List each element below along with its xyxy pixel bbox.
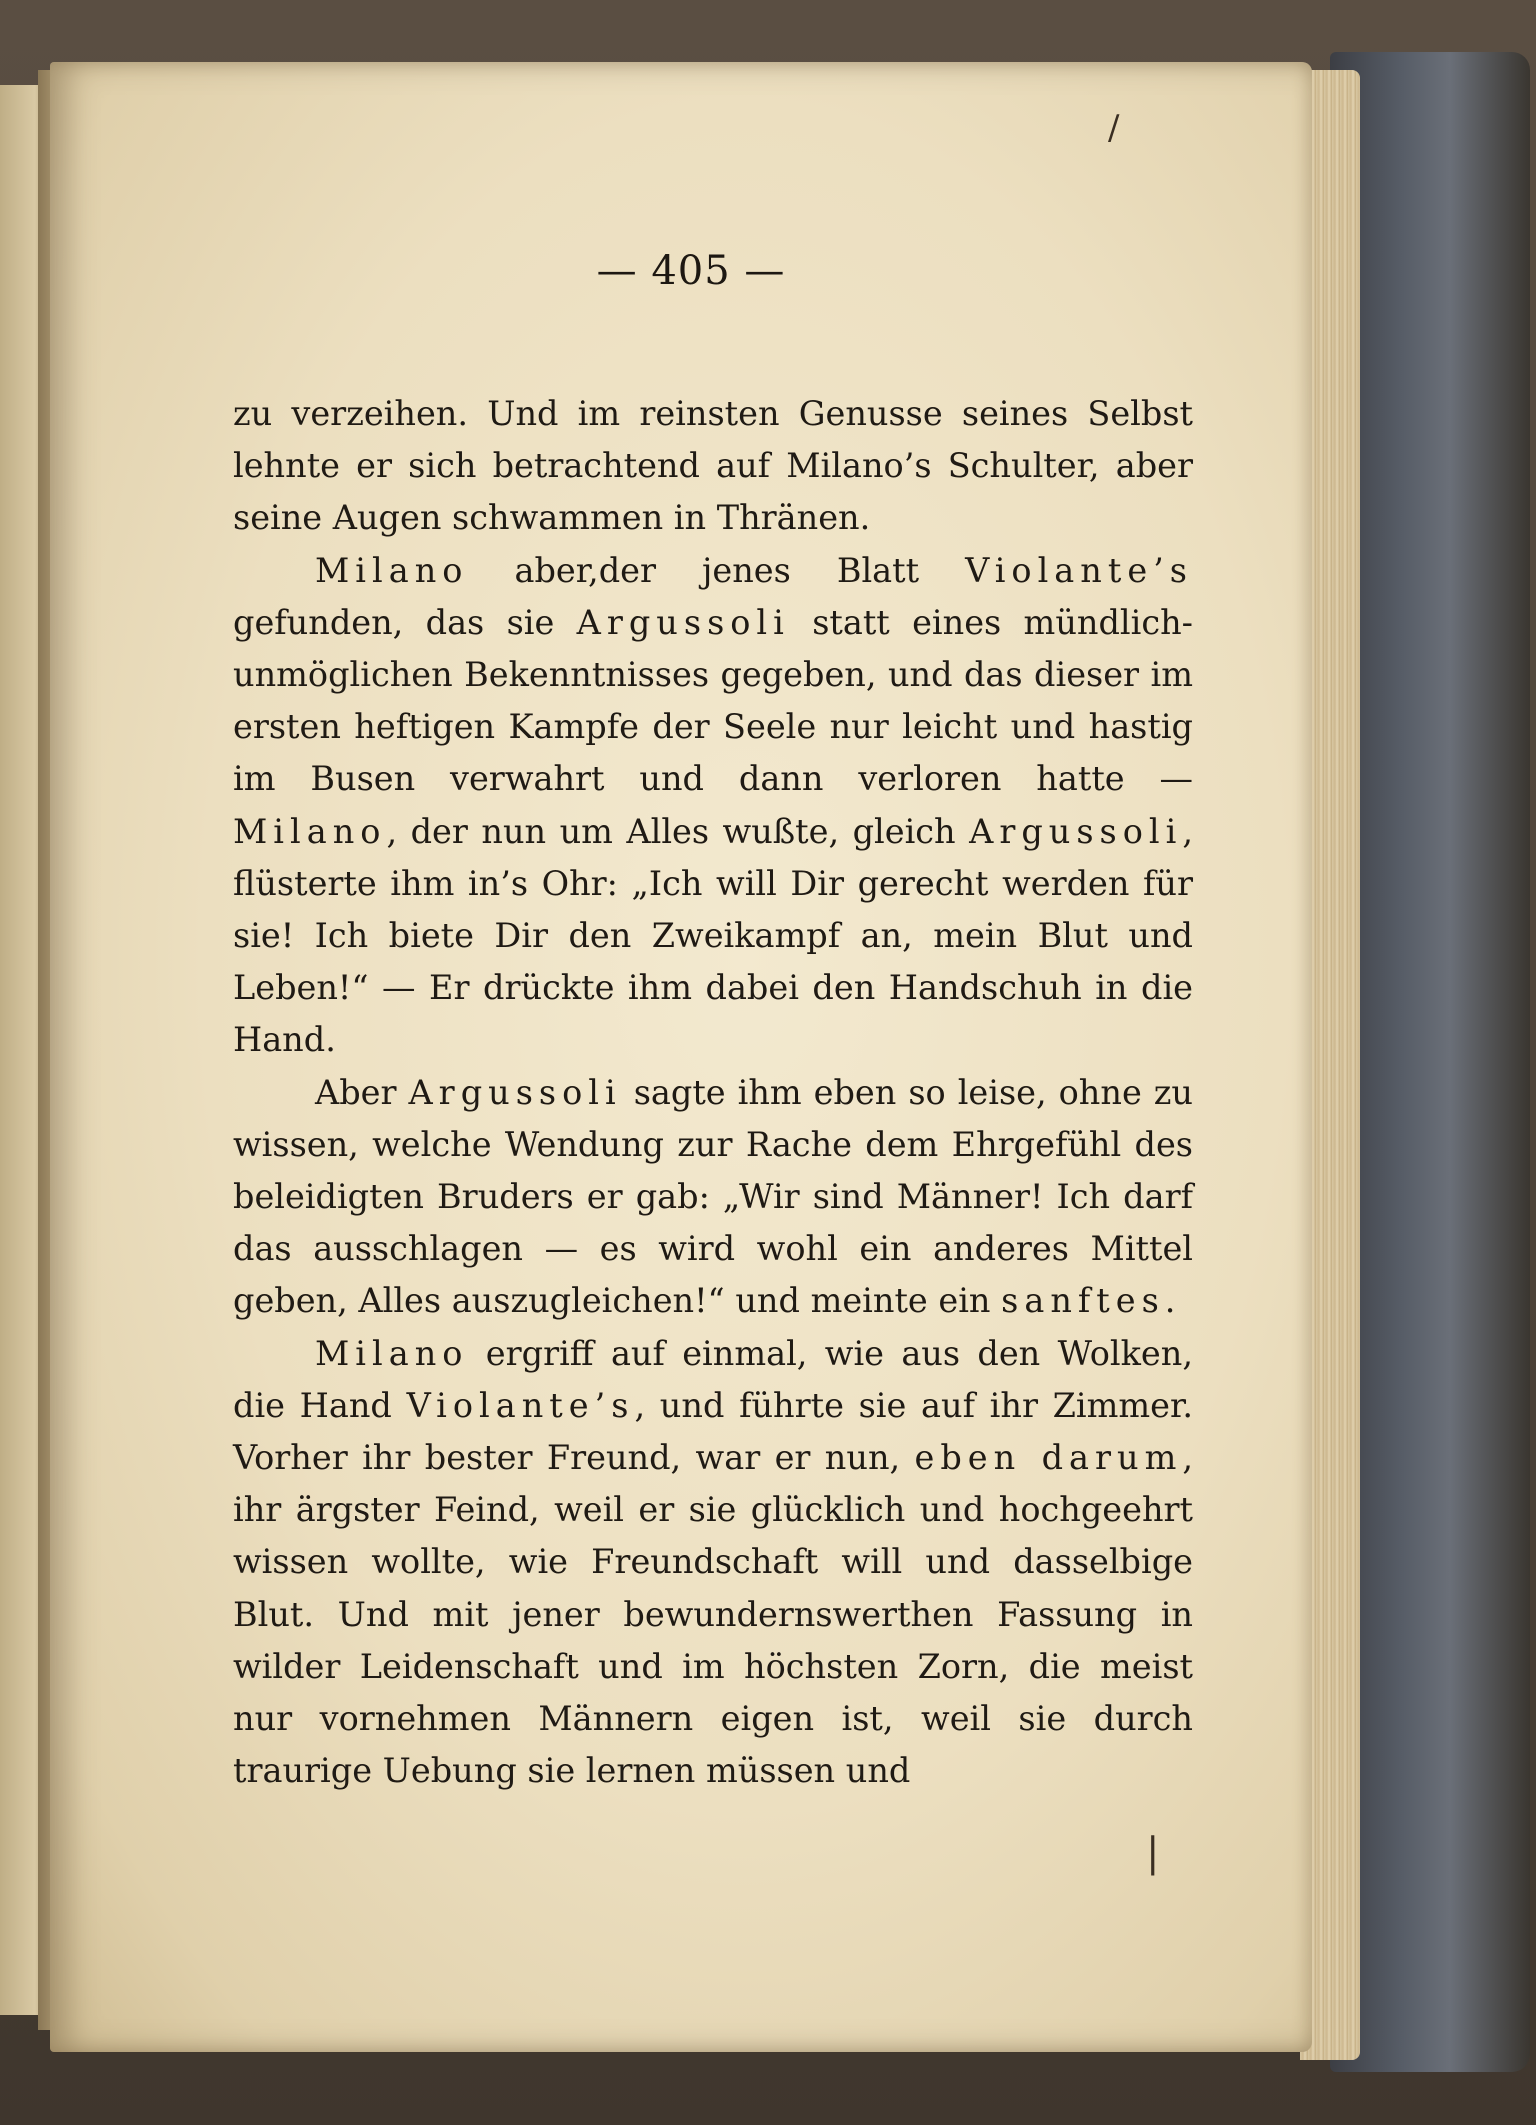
book-cover-edge [1330,52,1530,2072]
text-run: , der nun um Alles wußte, gleich [386,811,970,851]
text-run: Aber [315,1072,409,1112]
book-page [50,62,1312,2052]
spaced-name-text: Argussoli [969,811,1183,851]
paragraph [233,1067,1193,1328]
text-run: ergriff auf einmal, wie aus den Wolken, die Hand [233,1333,1193,1425]
pencil-mark: | [1146,1830,1160,1876]
spaced-name-text: eben darum [914,1438,1183,1478]
spaced-name-text: sanftes [1001,1281,1165,1321]
spaced-name-text: Milano [315,1333,469,1373]
spaced-name-text: Violante’s [965,550,1193,590]
spaced-name-text: Milano [315,550,469,590]
spaced-name-text: Violante’s [406,1385,635,1425]
paragraph [233,1328,1193,1798]
text-run: aber,der jenes Blatt [468,550,966,590]
text-run: , und führte sie auf ihr Zimmer. Vorher ihr bester Freund, war er nun, [233,1385,1193,1478]
spaced-name-text: Argussoli [576,602,790,642]
paragraph [233,545,1193,1067]
paragraph [233,388,1193,545]
text-run: gefunden, das sie [233,602,577,642]
page-number: — 405 — [596,248,786,294]
text-run: , ihr ärgster Feind, weil er sie glücklich und hochgeehrt wissen wollte, wie Freundschaft will und dasselbige Blut. Und mit jener bewundernswerthen Fassung in wilder Leidenschaft und im höchsten Zorn, die meist nur vornehmen Männern eigen ist, weil sie durch traurige Uebung sie lernen müssen und [233,1438,1193,1791]
text-run: . [1164,1281,1176,1321]
page-body-text [233,388,1193,1797]
spaced-name-text: Argussoli [408,1072,622,1112]
text-run: , flüsterte ihm in’s Ohr: „Ich will Dir gerecht werden für sie! Ich biete Dir den Zweikampf an, mein Blut und Leben!“ — Er drückte ihm dabei den Handschuh in die Hand. [233,811,1193,1060]
spaced-name-text: Milano [233,811,387,851]
pencil-mark: / [1108,108,1120,148]
text-run: zu verzeihen. Und im reinsten Genusse seines Selbst lehnte er sich betrachtend auf Milano’s Schulter, aber seine Augen schwammen in Thränen. [233,394,1193,538]
text-run: sagte ihm eben so leise, ohne zu wissen, welche Wendung zur Rache dem Ehrgefühl des beleidigten Bruders er gab: „Wir sind Männer! Ich darf das ausschlagen — es wird wohl ein anderes Mittel geben, Alles auszugleichen!“ und meinte ein [233,1072,1194,1321]
text-run: statt eines mündlich-unmöglichen Bekenntnisses gegeben, und das dieser im ersten heftigen Kampfe der Seele nur leicht und hastig im Busen verwahrt und dann verloren hatte — [233,602,1193,799]
